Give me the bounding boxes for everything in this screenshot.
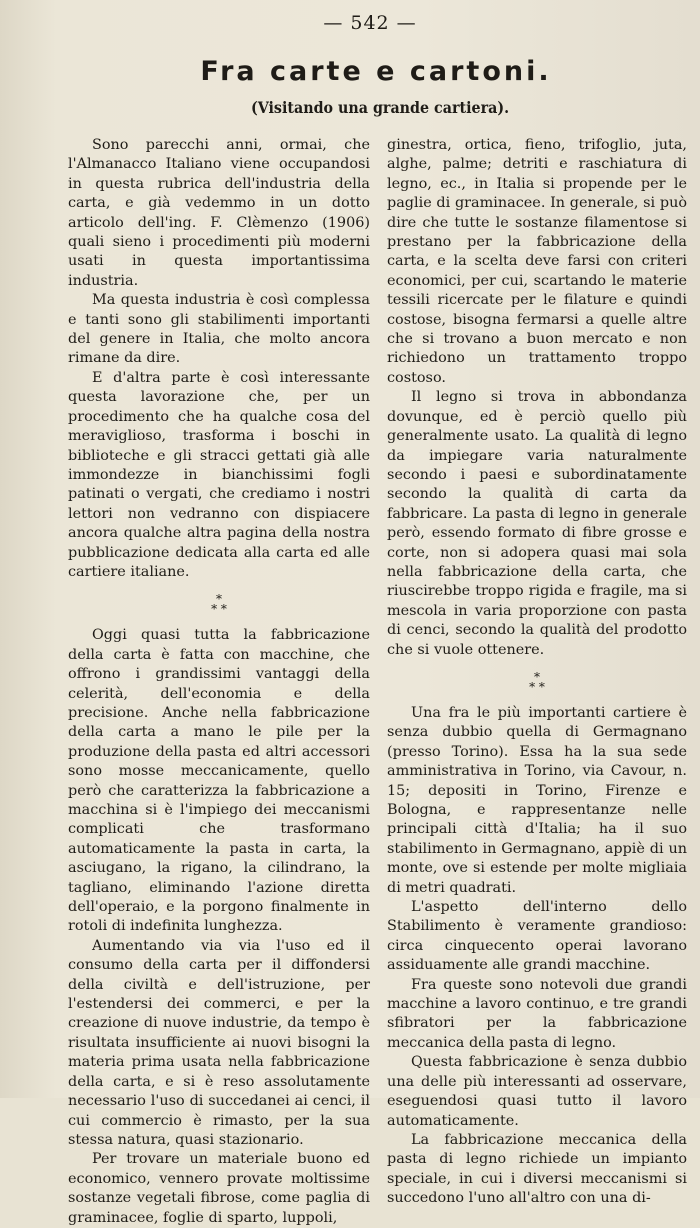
article-subtitle: (Visitando una grande cartiera). [250,98,510,117]
column-divider [378,140,379,1090]
paragraph: Questa fabbricazione è senza dubbio una delle più interessanti ad osservare, eseguendosi quasi tutto il lavoro automaticamente. [387,1054,687,1129]
section-asterism [387,660,687,704]
asterism-mark: * * [529,679,545,694]
paragraph: Ma questa industria è così complessa e tanti sono gli stabilimenti importanti del genere in Italia, che molto ancora rimane da dire. [68,292,370,367]
paragraph: Oggi quasi tutta la fabbricazione della carta è fatta con macchine, che offrono i grandissimi vantaggi della celerità, dell'economia e della precisione. Anche nella fabbricazione della carta a mano le pile per la produzione della pasta ed altri accessori sono mosse meccanicamente, quello però che caratterizza la fabbricazione a macchina si è l'impiego dei meccanismi complicati che trasformano automaticamente la pasta in carta, la asciugano, la rigano, la cilindrano, la tagliano, eliminando l'azione diretta dell'operaio, e la porgono finalmente in rotoli di indefinita lunghezza. [68,627,370,935]
paragraph: E d'altra parte è così interessante questa lavorazione che, per un procedimento che ha qualche cosa del meraviglioso, trasforma i boschi in biblioteche e gli stracci gettati già alle immondezze in bianchissimi fogli patinati o vergati, che crediamo i nostri lettori non vedranno con dispiacere ancora qualche altra pagina della nostra pubblicazione dedicata alla carta ed alle cartiere italiane. [68,369,370,580]
asterism-mark: * * [211,602,227,617]
article-title: Fra carte e cartoni. [200,56,552,87]
paragraph: Il legno si trova in abbondanza dovunque, ed è perciò quello più generalmente usato. La qualità di legno da impiegare varia naturalmente secondo i paesi e subordinatamente secondo la qualità di carta da fabbricare. La pasta di legno in generale però, essendo formato di fibre grosse e corte, non si adopera quasi mai sola nella fabbricazione della carta, che riuscirebbe troppo rigida e fragile, ma si mescola in varia proporzione con pasta di cenci, secondo la qualità del prodotto che si vuole ottenere. [387,389,687,658]
asterism-mark: * [216,592,222,607]
paragraph: Aumentando via via l'uso ed il consumo della carta per il diffondersi della civiltà e dell'istruzione, per l'estendersi dei commerci, e per la creazione di nuove industrie, da tempo è risultata insufficiente ai nuovi bisogni la materia prima usata nella fabbricazione della carta, e si è reso assolutamente necessario l'uso di succedanei ai cenci, il cui commercio è rimasto, per la sua stessa natura, quasi stazionario. [68,937,370,1148]
paragraph: La fabbricazione meccanica della pasta di legno richiede un impianto speciale, in cui i diversi meccanismi si succedono l'uno all'altro con una di- [387,1131,687,1207]
paragraph: ginestra, ortica, fieno, trifoglio, juta, alghe, palme; detriti e raschiatura di legno, ec., in Italia si propende per le paglie di graminacee. In generale, si può dire che tutte le sostanze filamentose si prestano per la fabbricazione della carta, e la scelta deve farsi con criteri economici, per cui, scartando le materie tessili ricercate per le filature e quindi costose, bisogna fermarsi a quelle altre che si trovano a buon mercato e non richiedono un trattamento troppo costoso. [387,137,687,386]
section-asterism [68,582,370,626]
paragraph: Una fra le più importanti cartiere è senza dubbio quella di Germagnano (presso Torino). Essa ha la sua sede amministrativa in Torino, via Cavour, n. 15; depositi in Torino, Firenze e Bologna, e rappresentanze nelle principali città d'Italia; ha il suo stabilimento in Germagnano, appiè di un monte, ove si estende per molte migliaia di metri quadrati. [387,704,687,896]
paragraph: Fra queste sono notevoli due grandi macchine a lavoro continuo, e tre grandi sfibratori per la fabbricazione meccanica della pasta di legno. [387,976,687,1051]
right-column [387,136,687,1209]
paragraph: Sono parecchi anni, ormai, che l'Almanacco Italiano viene occupandosi in questa rubrica dell'industria della carta, e già vedemmo in un dotto articolo dell'ing. F. Clèmenzo (1906) quali sieno i procedimenti più moderni usati in questa importantissima industria. [68,137,370,289]
asterism-mark: * [534,669,540,684]
paragraph: Per trovare un materiale buono ed economico, vennero provate moltissime sostanze vegetali fibrose, come paglia di graminacee, foglie di sparto, luppoli, [68,1151,370,1226]
paragraph: L'aspetto dell'interno dello Stabilimento è veramente grandioso: circa cinquecento operai lavorano assiduamente alle grandi macchine. [387,899,687,974]
page-number: — 542 — [323,12,417,34]
left-column [68,136,370,1228]
